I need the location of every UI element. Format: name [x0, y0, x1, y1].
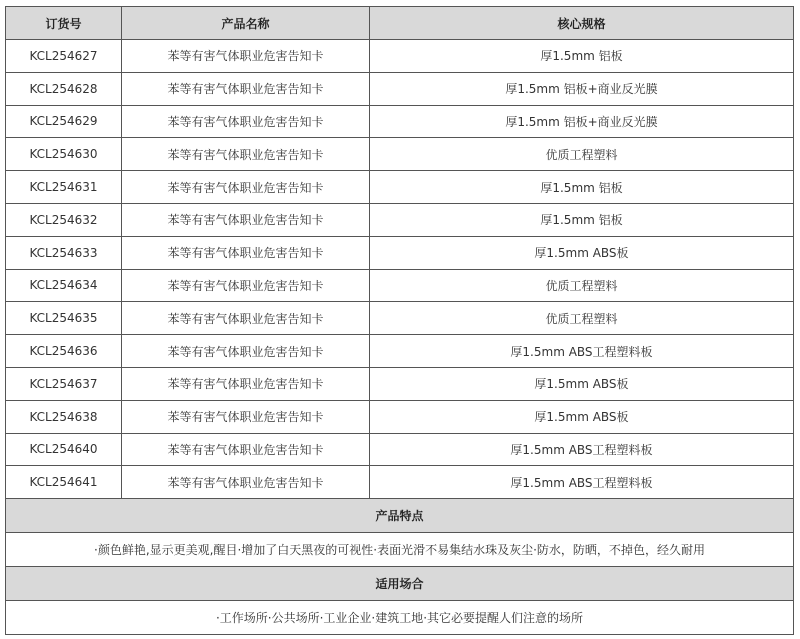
core-spec-cell: 厚1.5mm ABS工程塑料板 [370, 466, 794, 499]
usage-heading-row [6, 567, 794, 601]
table-row [6, 171, 794, 204]
order-number-cell: KCL254634 [6, 269, 122, 302]
product-name-cell: 苯等有害气体职业危害告知卡 [122, 203, 370, 236]
table-row [6, 72, 794, 105]
product-name-cell: 苯等有害气体职业危害告知卡 [122, 138, 370, 171]
features-heading-row [6, 499, 794, 533]
order-number-cell: KCL254638 [6, 400, 122, 433]
product-name-cell: 苯等有害气体职业危害告知卡 [122, 236, 370, 269]
order-number-cell: KCL254635 [6, 302, 122, 335]
order-number-cell: KCL254630 [6, 138, 122, 171]
table-row [6, 400, 794, 433]
core-spec-cell: 厚1.5mm 铝板+商业反光膜 [370, 72, 794, 105]
core-spec-cell: 厚1.5mm ABS板 [370, 367, 794, 400]
features-title: 产品特点 [6, 499, 794, 533]
order-number-cell: KCL254628 [6, 72, 122, 105]
table-row [6, 433, 794, 466]
order-number-cell: KCL254636 [6, 335, 122, 368]
core-spec-cell: 厚1.5mm ABS板 [370, 236, 794, 269]
table-row [6, 236, 794, 269]
usage-body-row [6, 601, 794, 635]
core-spec-cell: 厚1.5mm 铝板 [370, 171, 794, 204]
product-name-cell: 苯等有害气体职业危害告知卡 [122, 302, 370, 335]
table-row [6, 105, 794, 138]
table-row [6, 335, 794, 368]
table-row [6, 203, 794, 236]
order-number-cell: KCL254641 [6, 466, 122, 499]
core-spec-cell: 厚1.5mm ABS工程塑料板 [370, 433, 794, 466]
table-row [6, 302, 794, 335]
core-spec-cell: 厚1.5mm ABS工程塑料板 [370, 335, 794, 368]
product-name-cell: 苯等有害气体职业危害告知卡 [122, 466, 370, 499]
product-name-cell: 苯等有害气体职业危害告知卡 [122, 171, 370, 204]
features-body-row [6, 533, 794, 567]
header-row [6, 7, 794, 40]
order-number-cell: KCL254629 [6, 105, 122, 138]
product-name-cell: 苯等有害气体职业危害告知卡 [122, 269, 370, 302]
usage-title: 适用场合 [6, 567, 794, 601]
order-number-cell: KCL254631 [6, 171, 122, 204]
order-number-cell: KCL254632 [6, 203, 122, 236]
order-number-cell: KCL254637 [6, 367, 122, 400]
table-row [6, 138, 794, 171]
core-spec-cell: 优质工程塑料 [370, 138, 794, 171]
header-product-name: 产品名称 [122, 7, 370, 40]
product-name-cell: 苯等有害气体职业危害告知卡 [122, 335, 370, 368]
core-spec-cell: 厚1.5mm 铝板+商业反光膜 [370, 105, 794, 138]
product-name-cell: 苯等有害气体职业危害告知卡 [122, 40, 370, 73]
product-name-cell: 苯等有害气体职业危害告知卡 [122, 367, 370, 400]
table-row [6, 466, 794, 499]
features-text: ·颜色鲜艳,显示更美观,醒目·增加了白天黑夜的可视性·表面光滑不易集结水珠及灰尘·防水，防晒，不掉色，经久耐用 [6, 533, 794, 567]
table-row [6, 367, 794, 400]
core-spec-cell: 厚1.5mm 铝板 [370, 203, 794, 236]
core-spec-cell: 优质工程塑料 [370, 302, 794, 335]
core-spec-cell: 厚1.5mm 铝板 [370, 40, 794, 73]
order-number-cell: KCL254633 [6, 236, 122, 269]
header-core-spec: 核心规格 [370, 7, 794, 40]
header-order-number: 订货号 [6, 7, 122, 40]
core-spec-cell: 优质工程塑料 [370, 269, 794, 302]
order-number-cell: KCL254640 [6, 433, 122, 466]
core-spec-cell: 厚1.5mm ABS板 [370, 400, 794, 433]
usage-text: ·工作场所·公共场所·工业企业·建筑工地·其它必要提醒人们注意的场所 [6, 601, 794, 635]
product-name-cell: 苯等有害气体职业危害告知卡 [122, 105, 370, 138]
table-row [6, 269, 794, 302]
product-name-cell: 苯等有害气体职业危害告知卡 [122, 400, 370, 433]
table-body [6, 40, 794, 635]
product-name-cell: 苯等有害气体职业危害告知卡 [122, 433, 370, 466]
order-number-cell: KCL254627 [6, 40, 122, 73]
product-name-cell: 苯等有害气体职业危害告知卡 [122, 72, 370, 105]
table-row [6, 40, 794, 73]
product-spec-table [5, 6, 794, 635]
